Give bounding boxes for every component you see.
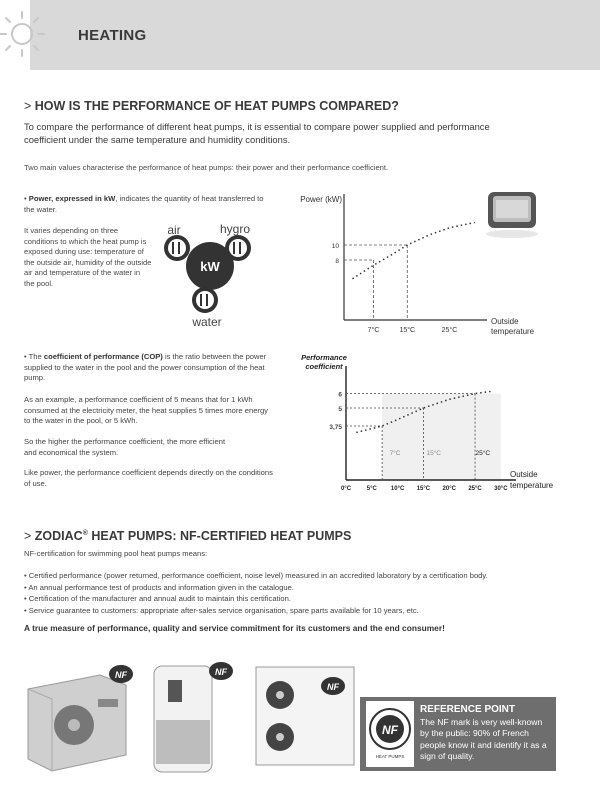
- y-tick-label: 3,75: [329, 424, 342, 431]
- nf-badge-icon: [108, 664, 134, 684]
- x-tick-label: 20°C: [442, 486, 456, 492]
- list-item: • An annual performance test of products and information given in the catalogue.: [24, 582, 294, 592]
- band-label: 15°C: [426, 450, 442, 457]
- power-description: It varies depending on three conditions to which the heat pump is exposed during use: temperature of the outside air, humidity of the outside air and temperature of the water in the pool.: [24, 226, 152, 288]
- nf-badge-icon: [320, 676, 346, 696]
- y-tick-label: 10: [331, 243, 339, 250]
- nf-certification-seal-icon: [368, 707, 412, 761]
- nf-tagline: A true measure of performance, quality and service commitment for its customers and the end consumer!: [24, 623, 445, 633]
- list-item: • Certification of the manufacturer and annual audit to maintain this certification.: [24, 594, 291, 604]
- band-label: 25°C: [475, 450, 491, 457]
- svg-text:NF: NF: [215, 667, 227, 677]
- heat-pump-product-image: [484, 186, 544, 242]
- cop-bullet: • The coefficient of performance (COP) is the ratio between the power supplied to the water in the pool and the power consumption of the heat pump.: [24, 352, 267, 383]
- y-axis-label: Performance: [301, 353, 347, 362]
- y-axis-label: Power (kW): [300, 195, 342, 204]
- svg-text:NF: NF: [327, 682, 339, 692]
- x-axis-label: Outside: [491, 317, 519, 326]
- x-tick-label: 15°C: [416, 486, 431, 492]
- reference-point-text: The NF mark is very well-known by the public: 90% of French people know it and identify it as a sign of quality.: [420, 717, 547, 762]
- svg-text:NF: NF: [115, 670, 127, 680]
- section-heading: > HOW IS THE PERFORMANCE OF HEAT PUMPS COMPARED?: [24, 99, 399, 113]
- nf-badge-icon: [208, 661, 234, 681]
- hygro-label: hygro: [219, 222, 251, 236]
- sun-icon: [0, 8, 52, 60]
- kw-label: kW: [200, 259, 220, 274]
- section2-heading: > ZODIAC® HEAT PUMPS: NF-CERTIFIED HEAT PUMPS: [24, 529, 352, 543]
- x-axis-label: Outside: [510, 470, 538, 479]
- intro-paragraph: To compare the performance of different heat pumps, it is essential to compare power supplied and performance coefficient under the same temperature and humidity conditions.: [24, 121, 490, 145]
- cop-chart: [296, 350, 554, 498]
- x-tick-label: 25°C: [468, 486, 482, 492]
- nf-intro: NF-certification for swimming pool heat pumps means:: [24, 549, 208, 558]
- cop-efficiency-paragraph: So the higher the performance coefficient, the more efficient and economical the system.: [24, 437, 226, 457]
- power-bullet: • Power, expressed in kW, indicates the quantity of heat transferred to the water.: [24, 194, 264, 214]
- power-conditions-diagram: [150, 218, 270, 330]
- cop-example-paragraph: As an example, a performance coefficient of 5 means that for 1 kWh consumed at the electricity meter, the heat supplies 5 times more energy to the water in the pool, or 5 kWh.: [24, 395, 268, 426]
- power-curve: [352, 223, 474, 279]
- x-tick-label: 7°C: [367, 327, 380, 334]
- x-axis-label: temperature: [510, 481, 554, 490]
- y-axis-label: coefficient: [305, 362, 343, 371]
- band-label: 7°C: [389, 450, 401, 457]
- water-label: water: [192, 315, 222, 329]
- x-tick-label: 0°C: [340, 486, 352, 492]
- y-tick-label: 5: [338, 406, 342, 413]
- shaded-region: [382, 394, 501, 480]
- list-item: • Service guarantee to customers: appropriate after-sales service organisation, spare parts available for 10 years, etc.: [24, 605, 419, 615]
- x-tick-label: 5°C: [366, 486, 377, 492]
- air-label: air: [167, 223, 181, 237]
- y-tick-label: 6: [338, 391, 342, 399]
- svg-text:NF: NF: [382, 723, 398, 737]
- subintro-paragraph: Two main values characterise the performance of heat pumps: their power and their performance coefficient.: [24, 163, 389, 172]
- x-axis-label: temperature: [491, 327, 535, 336]
- x-tick-label: 15°C: [399, 327, 416, 334]
- x-tick-label: 25°C: [441, 327, 458, 334]
- svg-text:HEAT PUMPS: HEAT PUMPS: [375, 754, 405, 759]
- nf-bullet-list: [24, 571, 584, 616]
- page-title: HEATING: [78, 27, 147, 44]
- x-tick-label: 10°C: [390, 486, 405, 492]
- y-tick-label: 8: [335, 258, 339, 265]
- cop-conditions-paragraph: Like power, the performance coefficient depends directly on the conditions of use.: [24, 468, 273, 488]
- x-tick-label: 30°C: [494, 486, 508, 492]
- list-item: • Certified performance (power returned, performance coefficient, noise level) measured in an accredited laboratory by a certification body.: [24, 571, 488, 580]
- reference-point-title: REFERENCE POINT: [420, 704, 516, 715]
